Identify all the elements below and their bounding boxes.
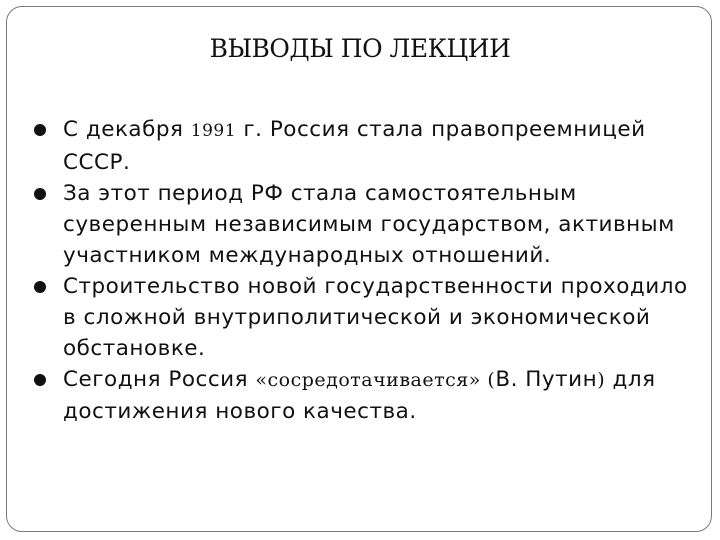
bullet-item-1	[34, 114, 694, 178]
bullet-dot-icon	[34, 281, 46, 293]
bullet-text: Строительство новой государственности проходило в сложной внутриполитической и экономической обстановке.	[63, 274, 688, 361]
bullet-list	[34, 114, 694, 427]
bullet-item-2	[34, 178, 694, 271]
bullet-text-part: г. Россия стала правопреемницей СССР.	[63, 117, 646, 175]
bullet-paren-close: )	[597, 369, 606, 391]
bullet-text-part: Сегодня Россия	[63, 367, 256, 392]
bullet-item-3	[34, 271, 694, 364]
bullet-dot-icon	[34, 374, 46, 386]
slide-title: ВЫВОДЫ ПО ЛЕКЦИИ	[209, 34, 511, 63]
bullet-year: 1991	[190, 121, 237, 141]
bullet-text-part: С декабря	[63, 117, 191, 142]
bullet-text-part: для достижения нового качества.	[63, 367, 656, 424]
bullet-author: В. Путин	[495, 367, 598, 392]
bullet-text: За этот период РФ стала самостоятельным суверенным независимым государством, активным участником международных отношений.	[63, 181, 675, 268]
bullet-item-4	[34, 364, 694, 427]
bullet-dot-icon	[34, 188, 46, 200]
bullet-dot-icon	[34, 124, 46, 136]
bullet-quote: «сосредотачивается» (	[255, 369, 496, 391]
